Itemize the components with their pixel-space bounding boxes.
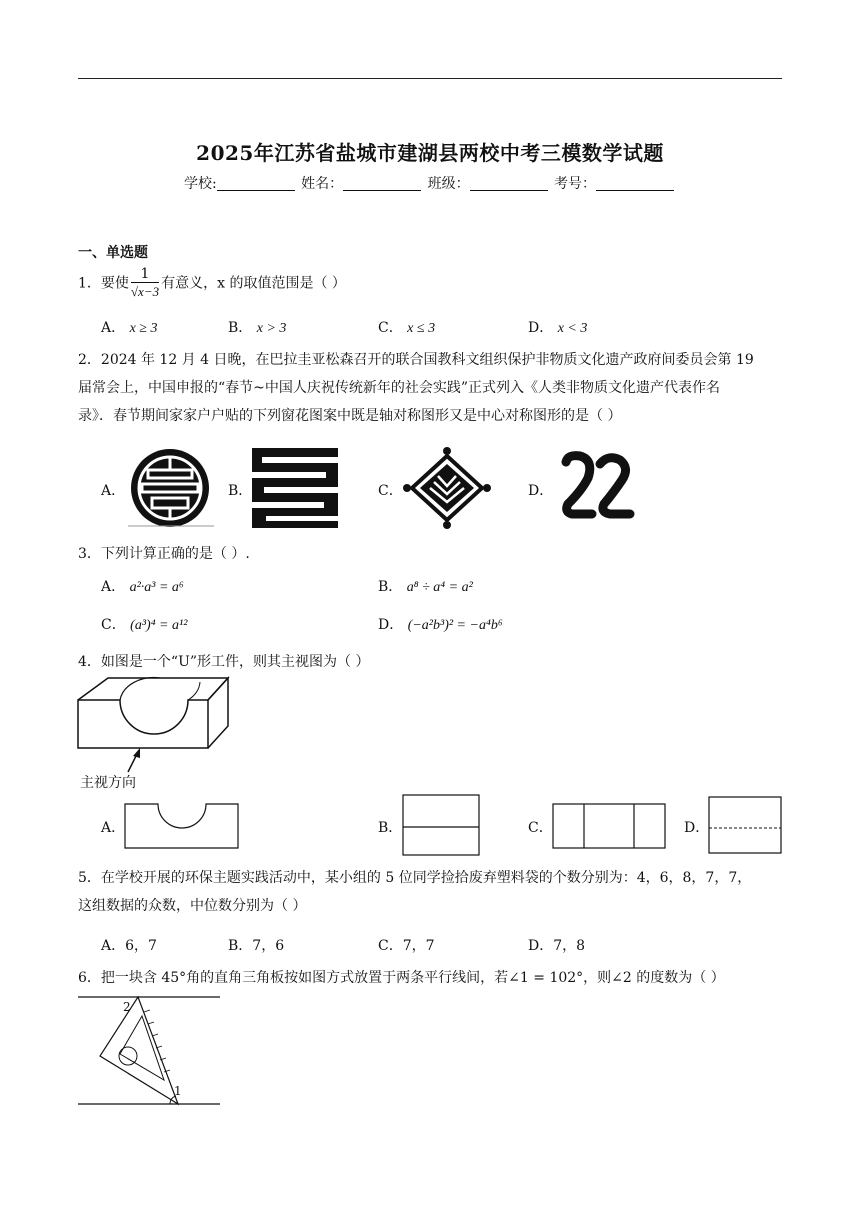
question-3-stem: 3．下列计算正确的是（ ）. xyxy=(78,546,250,562)
q3-option-b[interactable]: B． a⁸ ÷ a⁴ = a² xyxy=(378,579,473,595)
exam-no-blank[interactable] xyxy=(596,176,674,191)
q4-option-c-label[interactable]: C． xyxy=(528,820,553,836)
q1-option-c[interactable]: C． x ≤ 3 xyxy=(378,320,436,336)
papercut-d-image xyxy=(558,452,638,522)
q5-option-b[interactable]: B．7，6 xyxy=(228,938,285,954)
q3-option-a[interactable]: A． a²·a³ = a⁶ xyxy=(101,579,184,595)
name-label: 姓名： xyxy=(301,176,344,192)
header-rule xyxy=(78,78,782,79)
q6-triangle-figure xyxy=(78,992,223,1112)
class-blank[interactable] xyxy=(470,176,548,191)
name-blank[interactable] xyxy=(343,176,421,191)
q5-option-a[interactable]: A．6，7 xyxy=(101,938,157,954)
angle-2-label: 2 xyxy=(123,1000,131,1014)
q1-option-a[interactable]: A． x ≥ 3 xyxy=(101,320,158,336)
papercut-b-image xyxy=(252,448,338,528)
question-6-stem: 6．把一块含 45°角的直角三角板按如图方式放置于两条平行线间，若∠1 = 102°，则∠2 的度数为（ ） xyxy=(78,970,725,986)
q5-option-d[interactable]: D．7，8 xyxy=(528,938,586,954)
question-4-stem: 4．如图是一个“U”形工件，则其主视图为（ ） xyxy=(78,654,370,670)
class-label: 班级： xyxy=(427,176,470,192)
q2-option-d-label[interactable]: D． xyxy=(528,483,554,499)
q2-option-c-label[interactable]: C． xyxy=(378,483,403,499)
school-label: 学校: xyxy=(183,176,217,192)
q4-option-d-figure xyxy=(708,796,782,854)
q1-option-b[interactable]: B． x > 3 xyxy=(228,320,287,336)
q4-option-b-figure xyxy=(402,794,480,856)
fraction: $\frac{1}{√x-3}$ xyxy=(130,266,160,299)
q3-option-c[interactable]: C． (a³)⁴ = a¹² xyxy=(101,617,188,633)
question-2-stem: 2．2024 年 12 月 4 日晚，在巴拉圭亚松森召开的联合国教科文组织保护非物质文化遗产政府间委员会第 19 届常会上，中国申报的“春节~中国人庆祝传统新年的社会实践”正式列入《人类非物质文化遗产代表作名 录》．春节期间家家户户贴的下列窗花图案中既是轴对称图形又是中心对称图形的是（ ） xyxy=(78,352,754,424)
q4-option-d-label[interactable]: D． xyxy=(684,820,710,836)
q3-option-d[interactable]: D． (−a²b³)² = −a⁴b⁶ xyxy=(378,617,503,633)
q5-option-c[interactable]: C．7，7 xyxy=(378,938,435,954)
page-title: 2025年江苏省盐城市建湖县两校中考三模数学试题 xyxy=(196,141,664,165)
exam-no-label: 考号： xyxy=(554,176,597,192)
q1-option-d[interactable]: D． x < 3 xyxy=(528,320,588,336)
papercut-c-image xyxy=(402,446,492,530)
q4-option-a-figure xyxy=(124,803,239,849)
view-direction-label: 主视方向 xyxy=(80,775,136,791)
school-blank[interactable] xyxy=(217,176,295,191)
question-5-stem: 5．在学校开展的环保主题实践活动中，某小组的 5 位同学捡拾废弃塑料袋的个数分别为：4，6，8，7，7， 这组数据的众数，中位数分别为（ ） xyxy=(78,870,752,914)
q4-option-a-label[interactable]: A． xyxy=(101,820,126,836)
question-1-stem: 1．要使 $\frac{1}{√x-3}$ 有意义，x 的取值范围是（ ） xyxy=(78,266,346,299)
q4-option-b-label[interactable]: B． xyxy=(378,820,403,836)
q2-option-a-label[interactable]: A． xyxy=(101,483,126,499)
q4-option-c-figure xyxy=(552,803,666,849)
q2-option-b-label[interactable]: B． xyxy=(228,483,253,499)
angle-1-label: 1 xyxy=(174,1084,182,1098)
section-heading: 一、单选题 xyxy=(78,245,148,261)
papercut-a-image xyxy=(122,446,218,530)
student-info-line xyxy=(0,173,860,193)
